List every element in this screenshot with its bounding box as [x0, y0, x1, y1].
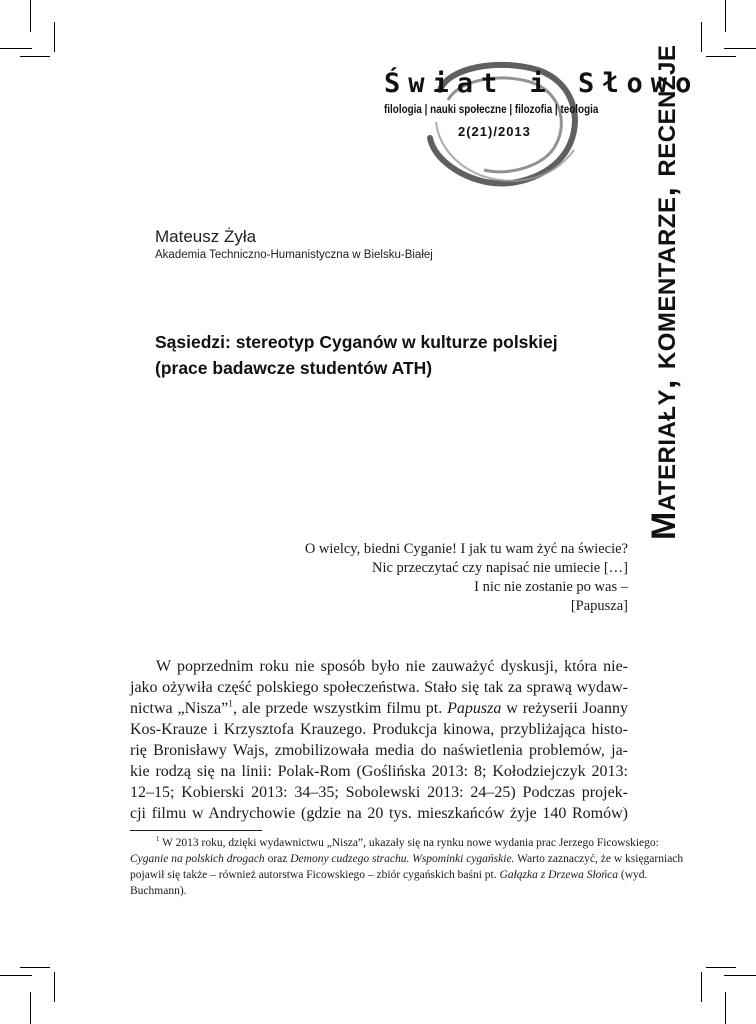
footnote-text: W 2013 roku, dzięki wydawnictwu „Nisza”, ukazały się na rynku nowe wydania prac Jerzego Ficowskiego:: [159, 837, 659, 849]
article-title-line: Sąsiedzi: stereotyp Cyganów w kulturze polskiej: [155, 332, 558, 352]
epigraph-line: O wielcy, biedni Cyganie! I jak tu wam żyć na świecie?: [304, 541, 628, 557]
epigraph-source: [Papusza]: [570, 598, 628, 614]
body-line: rię Bronisławy Wajs, zmobilizowała media do naświetlenia problemów, ja-: [130, 742, 628, 759]
journal-title: Świat i Słowo: [384, 68, 700, 99]
footnote-text: oraz: [264, 853, 291, 865]
crop-mark: [725, 992, 726, 1024]
book-title: Gałązka z Drzewa Słońca: [499, 869, 619, 881]
crop-mark: [0, 975, 32, 976]
footnote-line: [130, 867, 648, 883]
body-line: [130, 698, 628, 719]
footnote-text: pojawił się także – również autorstwa Ficowskiego – zbiór cygańskich baśni pt.: [130, 869, 500, 881]
crop-mark: [724, 975, 756, 976]
crop-mark: [54, 22, 55, 52]
body-line: cji filmu w Andrychowie (gdzie na 20 tys. mieszkańców żyje 140 Romów): [130, 805, 628, 822]
crop-mark: [30, 992, 31, 1024]
body-line: kie rodzą się na linii: Polak-Rom (Goślińska 2013: 8; Kołodziejczyk 2013:: [130, 763, 628, 780]
footnote: [130, 835, 684, 899]
body-text: , ale przede wszystkim filmu pt.: [232, 700, 448, 717]
crop-mark: [706, 56, 736, 57]
footnote-number: 1: [156, 836, 160, 844]
body-text: w reżyserii Joanny: [501, 700, 628, 717]
footnote-text: (wyd.: [618, 869, 648, 881]
crop-mark: [30, 0, 31, 32]
body-paragraph: [130, 656, 628, 824]
footnote-text: Warto zaznaczyć, że w księgarniach: [514, 853, 684, 865]
journal-issue: 2(21)/2013: [458, 124, 531, 139]
journal-subtitle: filologia | nauki społeczne | filozofia | teologia: [384, 104, 599, 116]
crop-mark: [724, 48, 756, 49]
body-line: 12–15; Kobierski 2013: 34–35; Sobolewski 2013: 24–25) Podczas projek-: [130, 784, 628, 801]
article-title: [155, 329, 558, 381]
crop-mark: [701, 22, 702, 52]
epigraph: [305, 540, 628, 616]
article-title-line: (prace badawcze studentów ATH): [155, 358, 433, 378]
body-line: Kos-Krauze i Krzysztofa Krauzego. Produkcja kinowa, przybliżająca histo-: [130, 721, 628, 738]
epigraph-line: Nic przeczytać czy napisać nie umiecie […]: [371, 560, 628, 576]
footnote-rule: [130, 830, 262, 831]
author-affiliation: Akademia Techniczno-Humanistyczna w Bielsku-Białej: [155, 249, 433, 261]
crop-mark: [20, 56, 50, 57]
crop-mark: [0, 48, 32, 49]
footnote-line: Buchmann).: [130, 885, 187, 897]
crop-mark: [20, 967, 50, 968]
footnote-line: [130, 851, 684, 867]
crop-mark: [701, 972, 702, 1002]
footnote-line: [130, 835, 659, 851]
epigraph-line: I nic nie zostanie po was –: [474, 579, 628, 595]
crop-mark: [706, 967, 736, 968]
footnote-ref[interactable]: 1: [228, 698, 233, 710]
body-line: W poprzednim roku nie sposób było nie zauważyć dyskusji, która nie-: [156, 658, 628, 675]
author-name: Mateusz Żyła: [155, 227, 257, 246]
section-label: Materiały, komentarze, recenzje: [645, 44, 683, 540]
book-title: Cyganie na polskich drogach: [130, 853, 265, 865]
body-text: nictwa „Nisza”: [130, 700, 229, 717]
body-line: jako ożywiła część polskiego społeczeństwa. Stało się tak za sprawą wydaw-: [130, 679, 628, 696]
film-title: Papusza: [447, 700, 502, 717]
crop-mark: [54, 972, 55, 1002]
book-title: Demony cudzego strachu. Wspominki cygańskie.: [290, 853, 515, 865]
crop-mark: [725, 0, 726, 32]
